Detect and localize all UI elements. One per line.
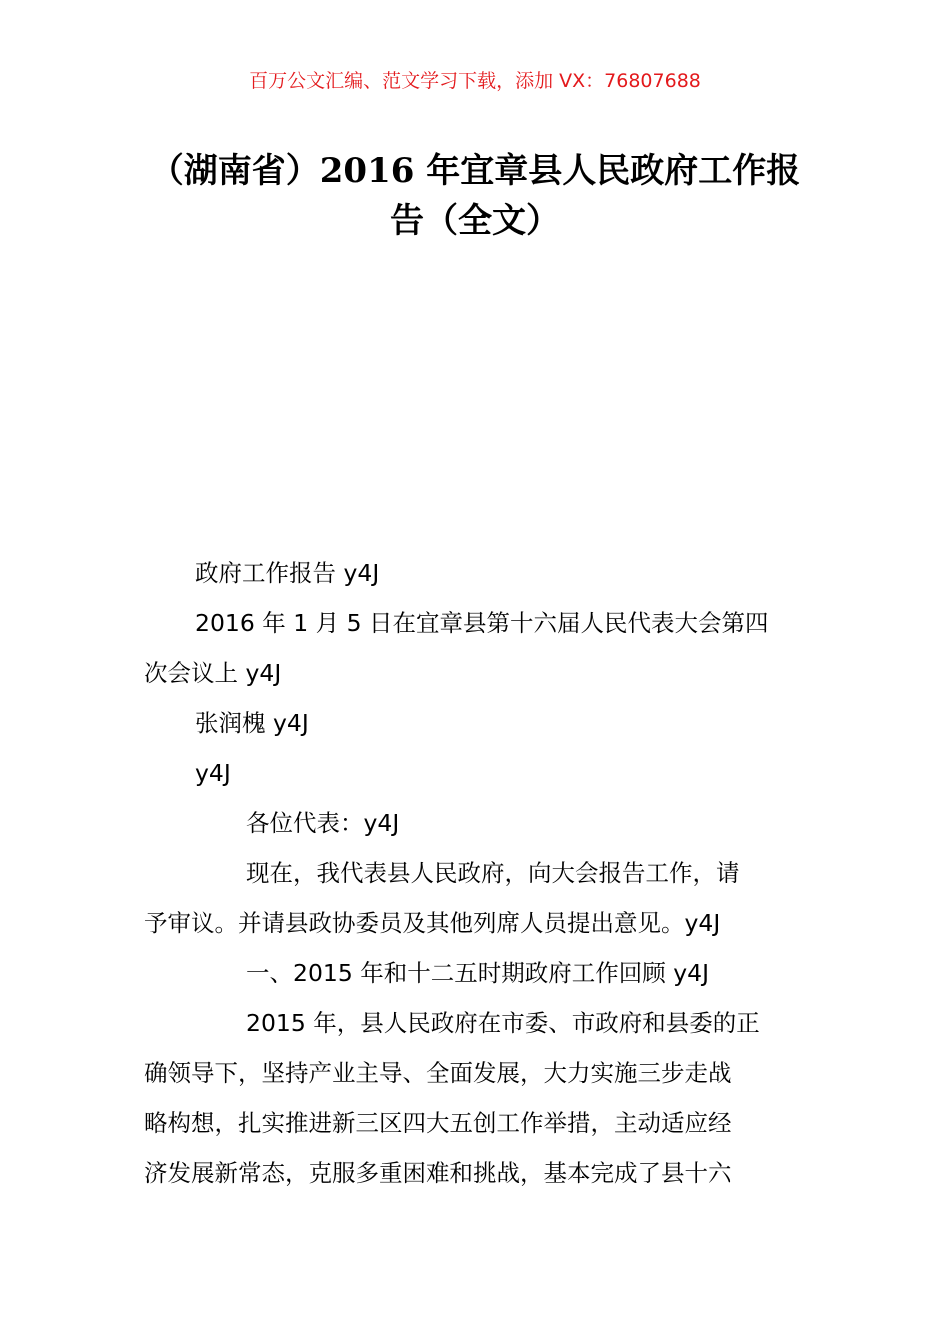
document-body: [144, 548, 814, 1198]
watermark-banner: 百万公文汇编、范文学习下载，添加 VX：76807688: [249, 70, 701, 92]
paragraph-marker: y4J: [195, 759, 231, 787]
document-title: [140, 146, 810, 246]
paragraph-date-line: 次会议上 y4J: [144, 659, 282, 687]
paragraph-review: 2015 年，县人民政府在市委、市政府和县委的正: [246, 1009, 760, 1037]
paragraph-review: 确领导下，坚持产业主导、全面发展，大力实施三步走战: [144, 1059, 732, 1087]
section-heading: 一、2015 年和十二五时期政府工作回顾 y4J: [246, 959, 710, 987]
paragraph-author: 张润槐 y4J: [195, 709, 309, 737]
paragraph-salutation: 各位代表：y4J: [246, 809, 400, 837]
paragraph-date-line: 2016 年 1 月 5 日在宜章县第十六届人民代表大会第四: [195, 609, 769, 637]
title-line-2: 告（全文）: [390, 201, 560, 241]
paragraph-review: 略构想，扎实推进新三区四大五创工作举措，主动适应经: [144, 1109, 732, 1137]
paragraph-heading: 政府工作报告 y4J: [195, 559, 380, 587]
title-line-1: （湖南省）2016 年宜章县人民政府工作报: [149, 151, 801, 191]
paragraph-intro: 现在，我代表县人民政府，向大会报告工作，请: [246, 859, 740, 887]
paragraph-review: 济发展新常态，克服多重困难和挑战，基本完成了县十六: [144, 1159, 732, 1187]
paragraph-intro: 予审议。并请县政协委员及其他列席人员提出意见。y4J: [144, 909, 721, 937]
